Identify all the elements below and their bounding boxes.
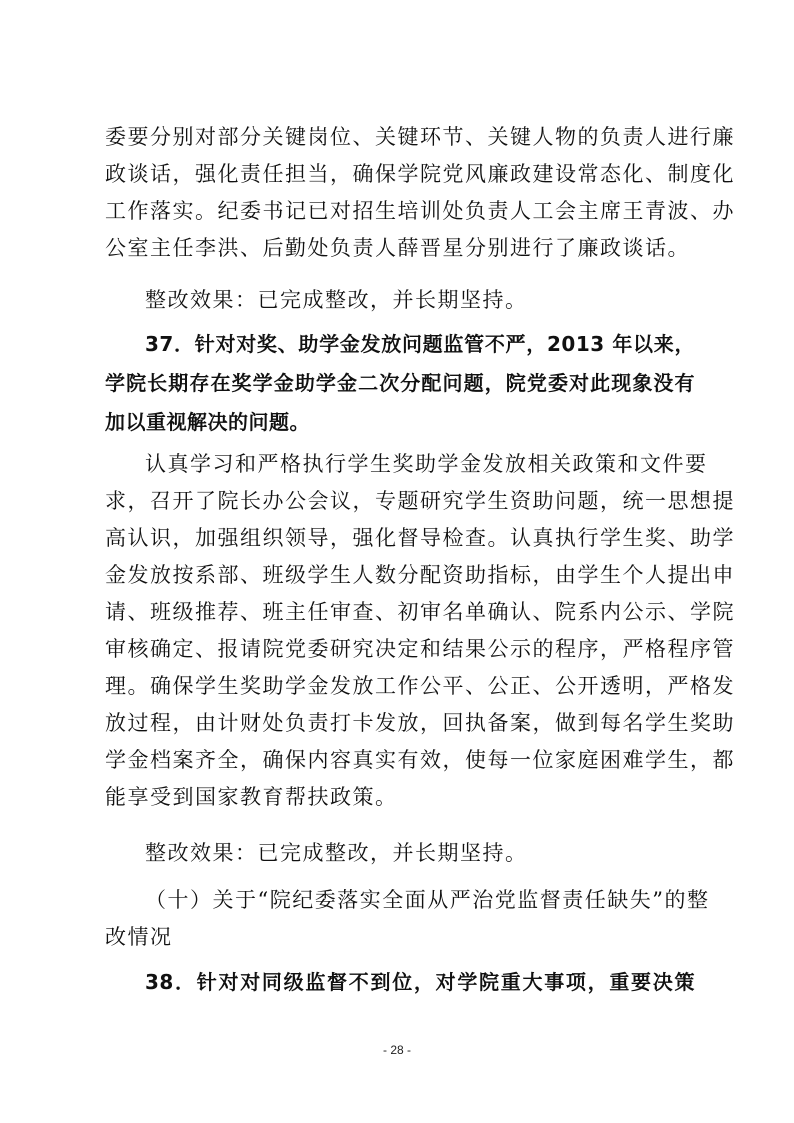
result-line: 整改效果：已完成整改，并长期坚持。 <box>145 288 528 312</box>
result-line: 整改效果：已完成整改，并长期坚持。 <box>145 841 528 865</box>
paragraph-line: 公室主任李洪、后勤处负责人薛晋星分别进行了廉政谈话。 <box>105 236 690 260</box>
page-number: - 28 - <box>382 1043 411 1057</box>
paragraph-line: 金发放按系部、班级学生人数分配资助指标，由学生个人提出申 <box>105 563 735 587</box>
paragraph-line: 认真学习和严格执行学生奖助学金发放相关政策和文件要 <box>145 452 708 476</box>
paragraph-line: 学金档案齐全，确保内容真实有效，使每一位家庭困难学生，都 <box>105 748 735 772</box>
paragraph-line: 政谈话，强化责任担当，确保学院党风廉政建设常态化、制度化 <box>105 162 735 186</box>
section-heading: （十）关于“院纪委落实全面从严治党监督责任缺失”的整 <box>145 888 710 912</box>
heading-item-38: 38．针对对同级监督不到位，对学院重大事项，重要决策 <box>145 970 695 994</box>
heading-item-37-line: 学院长期存在奖学金助学金二次分配问题，院党委对此现象没有 <box>105 371 695 395</box>
section-heading-line: 改情况 <box>105 925 173 949</box>
heading-item-37: 37．针对对奖、助学金发放问题监管不严，2013 年以来， <box>145 332 695 356</box>
paragraph-line: 放过程，由计财处负责打卡发放，回执备案，做到每名学生奖助 <box>105 711 735 735</box>
paragraph-line: 工作落实。纪委书记已对招生培训处负责人工会主席王青波、办 <box>105 199 735 223</box>
paragraph-line: 请、班级推荐、班主任审查、初审名单确认、院系内公示、学院 <box>105 600 735 624</box>
heading-item-37-line: 加以重视解决的问题。 <box>105 410 310 434</box>
paragraph-line: 求，召开了院长办公会议，专题研究学生资助问题，统一思想提 <box>105 489 735 513</box>
paragraph-line: 高认识，加强组织领导，强化督导检查。认真执行学生奖、助学 <box>105 526 735 550</box>
paragraph-line: 审核确定、报请院党委研究决定和结果公示的程序，严格程序管 <box>105 637 735 661</box>
paragraph-line: 委要分别对部分关键岗位、关键环节、关键人物的负责人进行廉 <box>105 125 735 149</box>
paragraph-line: 能享受到国家教育帮扶政策。 <box>105 785 398 809</box>
paragraph-line: 理。确保学生奖助学金发放工作公平、公正、公开透明，严格发 <box>105 674 735 698</box>
